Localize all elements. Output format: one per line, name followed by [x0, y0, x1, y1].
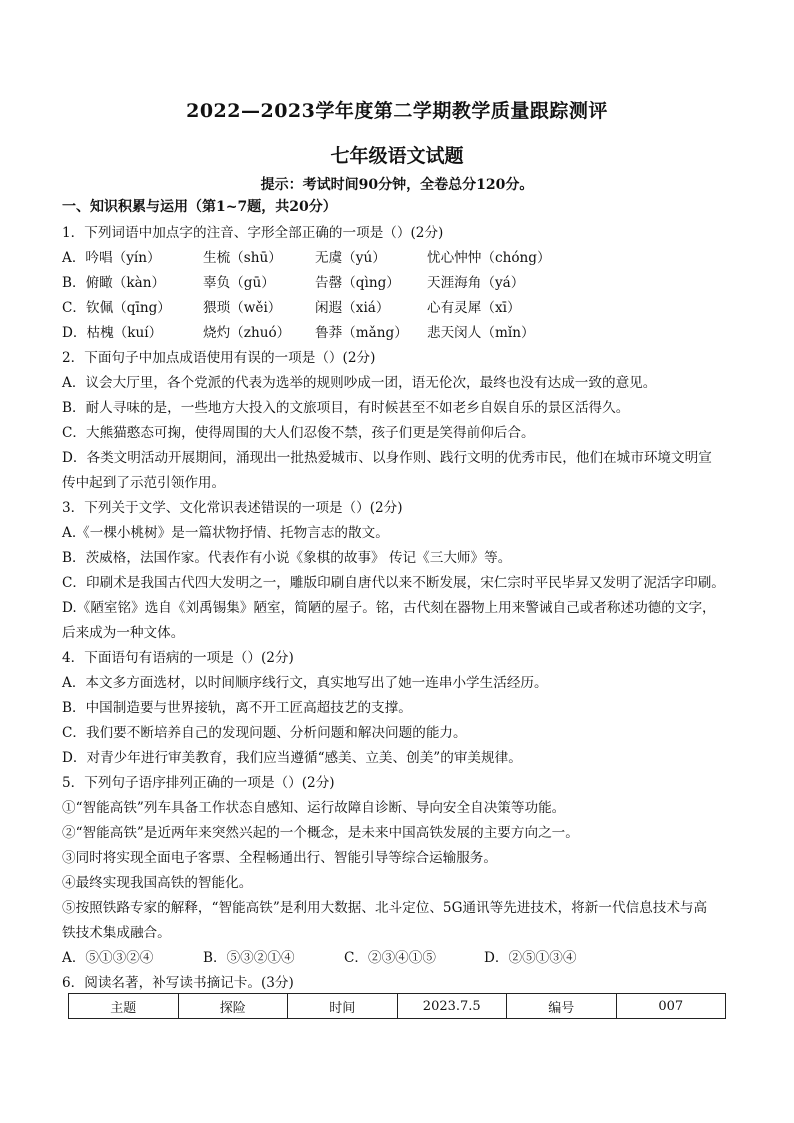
- reading-card-table: [68, 993, 726, 1019]
- q1-word: 悲天闵人（mǐn）: [427, 325, 535, 341]
- table-cell-time-value: 2023.7.5: [397, 994, 507, 1019]
- q1-word: 心有灵犀（xī）: [427, 300, 521, 316]
- table-cell-theme-value: 探险: [178, 994, 288, 1019]
- q5-option-c: C．②③④①⑤: [344, 950, 436, 966]
- q5-option-b: B．⑤③②①④: [203, 950, 295, 966]
- q1-option: C．钦佩（qīng）: [62, 300, 171, 316]
- q4-option-c: C．我们要不断培养自己的发现问题、分析问题和解决问题的能力。: [62, 725, 467, 741]
- q3-option-d-cont: 后来成为一种文体。: [62, 625, 185, 641]
- question-2-stem: 2．下面句子中加点成语使用有误的一项是（）(2分): [62, 350, 376, 366]
- table-row: [69, 994, 726, 1019]
- q4-option-d: D．对青少年进行审美教育，我们应当遵循“感美、立美、创美”的审美规律。: [62, 750, 522, 766]
- question-5-stem: 5．下列句子语序排列正确的一项是（）(2分): [62, 775, 335, 791]
- q2-option-c: C．大熊猫憨态可掬，使得周围的大人们忍俊不禁，孩子们更是笑得前仰后合。: [62, 425, 535, 441]
- q3-option-d: D.《陋室铭》选自《刘禹锡集》陋室，简陋的屋子。铭，古代刻在器物上用来警诫自己或者称述功德的文字，: [62, 600, 716, 616]
- q1-word: 生梳（shū）: [203, 250, 282, 266]
- q5-sentence-3: ③同时将实现全面电子客票、全程畅通出行、智能引导等综合运输服务。: [62, 850, 497, 866]
- q3-option-b: B．茨威格，法国作家。代表作有小说《象棋的故事》 传记《三大师》等。: [62, 550, 512, 566]
- q1-option: A．吟唱（yín）: [62, 250, 161, 266]
- q5-sentence-5-cont: 铁技术集成融合。: [62, 925, 171, 941]
- q1-option: D．枯槐（kuí）: [62, 325, 163, 341]
- q1-word: 辜负（gū）: [203, 275, 275, 291]
- table-cell-number-value: 007: [616, 994, 726, 1019]
- q5-option-d: D．②⑤①③④: [484, 950, 577, 966]
- exam-subtitle: 七年级语文试题: [330, 145, 464, 167]
- q1-word: 烧灼（zhuó）: [203, 325, 291, 341]
- q1-word: 天涯海角（yá）: [427, 275, 525, 291]
- question-3-stem: 3．下列关于文学、文化常识表述错误的一项是（）(2分): [62, 500, 403, 516]
- question-1-stem: 1．下列词语中加点字的注音、字形全部正确的一项是（）(2分): [62, 225, 444, 241]
- q3-option-c: C．印刷术是我国古代四大发明之一，雕版印刷自唐代以来不断发展，宋仁宗时平民毕昇又发明了泥活字印刷。: [62, 575, 725, 591]
- q5-sentence-4: ④最终实现我国高铁的智能化。: [62, 875, 253, 891]
- q1-option: B．俯瞰（kàn）: [62, 275, 166, 291]
- table-cell-time-label: 时间: [288, 994, 398, 1019]
- q5-option-a: A．⑤①③②④: [62, 950, 154, 966]
- q2-option-a: A．议会大厅里，各个党派的代表为选举的规则吵成一团，语无伦次，最终也没有达成一致的意见。: [62, 375, 657, 391]
- table-cell-number-label: 编号: [507, 994, 617, 1019]
- q5-sentence-2: ②“智能高铁”是近两年来突然兴起的一个概念，是未来中国高铁发展的主要方向之一。: [62, 825, 579, 841]
- section-heading: 一、知识积累与运用（第1~7题，共20分）: [62, 199, 337, 215]
- table-cell-theme-label: 主题: [69, 994, 179, 1019]
- q1-word: 告罄（qìng）: [315, 275, 400, 291]
- q2-option-d-cont: 传中起到了示范引领作用。: [62, 475, 226, 491]
- q1-word: 无虞（yú）: [315, 250, 386, 266]
- q2-option-d: D．各类文明活动开展期间，涌现出一批热爱城市、以身作则、践行文明的优秀市民，他们在城市环境文明宣: [62, 450, 712, 466]
- q1-word: 闲遐（xiá）: [315, 300, 390, 316]
- q5-sentence-1: ①“智能高铁”列车具备工作状态自感知、运行故障自诊断、导向安全自决策等功能。: [62, 800, 566, 816]
- q5-sentence-5: ⑤按照铁路专家的解释，“智能高铁”是利用大数据、北斗定位、5G通讯等先进技术，将新一代信息技术与高: [62, 900, 708, 916]
- exam-hint: 提示：考试时间90分钟，全卷总分120分。: [260, 177, 534, 193]
- question-4-stem: 4．下面语句有语病的一项是（）(2分): [62, 650, 294, 666]
- q1-word: 猥琐（wěi）: [203, 300, 282, 316]
- q4-option-b: B．中国制造要与世界接轨，离不开工匠高超技艺的支撑。: [62, 700, 412, 716]
- q2-option-b: B．耐人寻味的是，一些地方大投入的文旅项目，有时候甚至不如老乡自娱自乐的景区活得久。: [62, 400, 630, 416]
- q4-option-a: A．本文多方面选材，以时间顺序线行文，真实地写出了她一连串小学生活经历。: [62, 675, 548, 691]
- q1-word: 鲁莽（mǎng）: [315, 325, 408, 341]
- question-6-stem: 6．阅读名著，补写读书摘记卡。(3分): [62, 975, 294, 991]
- q3-option-a: A.《一棵小桃树》是一篇状物抒情、托物言志的散文。: [62, 525, 389, 541]
- q1-word: 忧心忡忡（chóng）: [427, 250, 551, 266]
- exam-title: 2022—2023学年度第二学期教学质量跟踪测评: [186, 100, 608, 122]
